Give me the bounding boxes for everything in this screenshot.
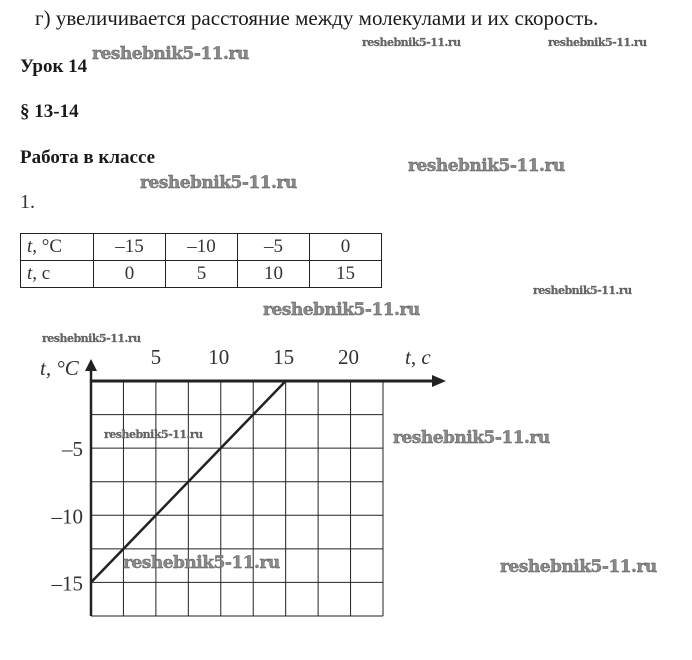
table-cell: 5 [166, 261, 238, 288]
lesson-title: Урок 14 [20, 56, 88, 77]
y-tick-label: –5 [62, 437, 83, 462]
watermark: reshebnik5-11.ru [42, 332, 141, 345]
section-heading: Работа в классе [20, 147, 156, 168]
watermark: reshebnik5-11.ru [140, 173, 297, 193]
watermark: reshebnik5-11.ru [104, 428, 203, 441]
x-tick-label: 20 [338, 345, 360, 369]
watermark: reshebnik5-11.ru [393, 428, 550, 448]
x-tick-label: 10 [208, 345, 230, 369]
table-cell: 15 [310, 261, 382, 288]
task-number: 1. [20, 191, 35, 213]
table-row [21, 261, 382, 288]
watermark: reshebnik5-11.ru [362, 36, 461, 49]
watermark: reshebnik5-11.ru [548, 36, 647, 49]
paragraph-heading: § 13-14 [20, 101, 79, 122]
table-cell: –5 [238, 234, 310, 261]
x-tick-label: 5 [150, 345, 162, 369]
table-cell: 10 [238, 261, 310, 288]
x-axis-label: t, c [405, 345, 431, 369]
watermark: reshebnik5-11.ru [123, 553, 280, 573]
y-tick-label: –15 [51, 571, 83, 596]
table-cell: –10 [166, 234, 238, 261]
table-cell: –15 [94, 234, 166, 261]
y-tick-label: –10 [51, 504, 83, 529]
temperature-graph [0, 330, 692, 630]
watermark: reshebnik5-11.ru [500, 557, 657, 577]
watermark: reshebnik5-11.ru [263, 300, 420, 320]
watermark: reshebnik5-11.ru [92, 44, 249, 64]
x-axis-arrow-icon [432, 375, 446, 387]
table-cell: 0 [94, 261, 166, 288]
row-header: t, °C [21, 234, 94, 261]
table-row [21, 234, 382, 261]
row-header: t, с [21, 261, 94, 288]
table-cell: 0 [310, 234, 382, 261]
x-tick-label: 15 [273, 345, 295, 369]
answer-line: г) увеличивается расстояние между молекулами и их скорость. [35, 6, 599, 30]
y-axis-arrow-icon [85, 359, 97, 371]
data-table [20, 233, 382, 288]
y-axis-label: t, °C [40, 356, 79, 380]
watermark: reshebnik5-11.ru [408, 156, 565, 176]
watermark: reshebnik5-11.ru [533, 284, 632, 297]
